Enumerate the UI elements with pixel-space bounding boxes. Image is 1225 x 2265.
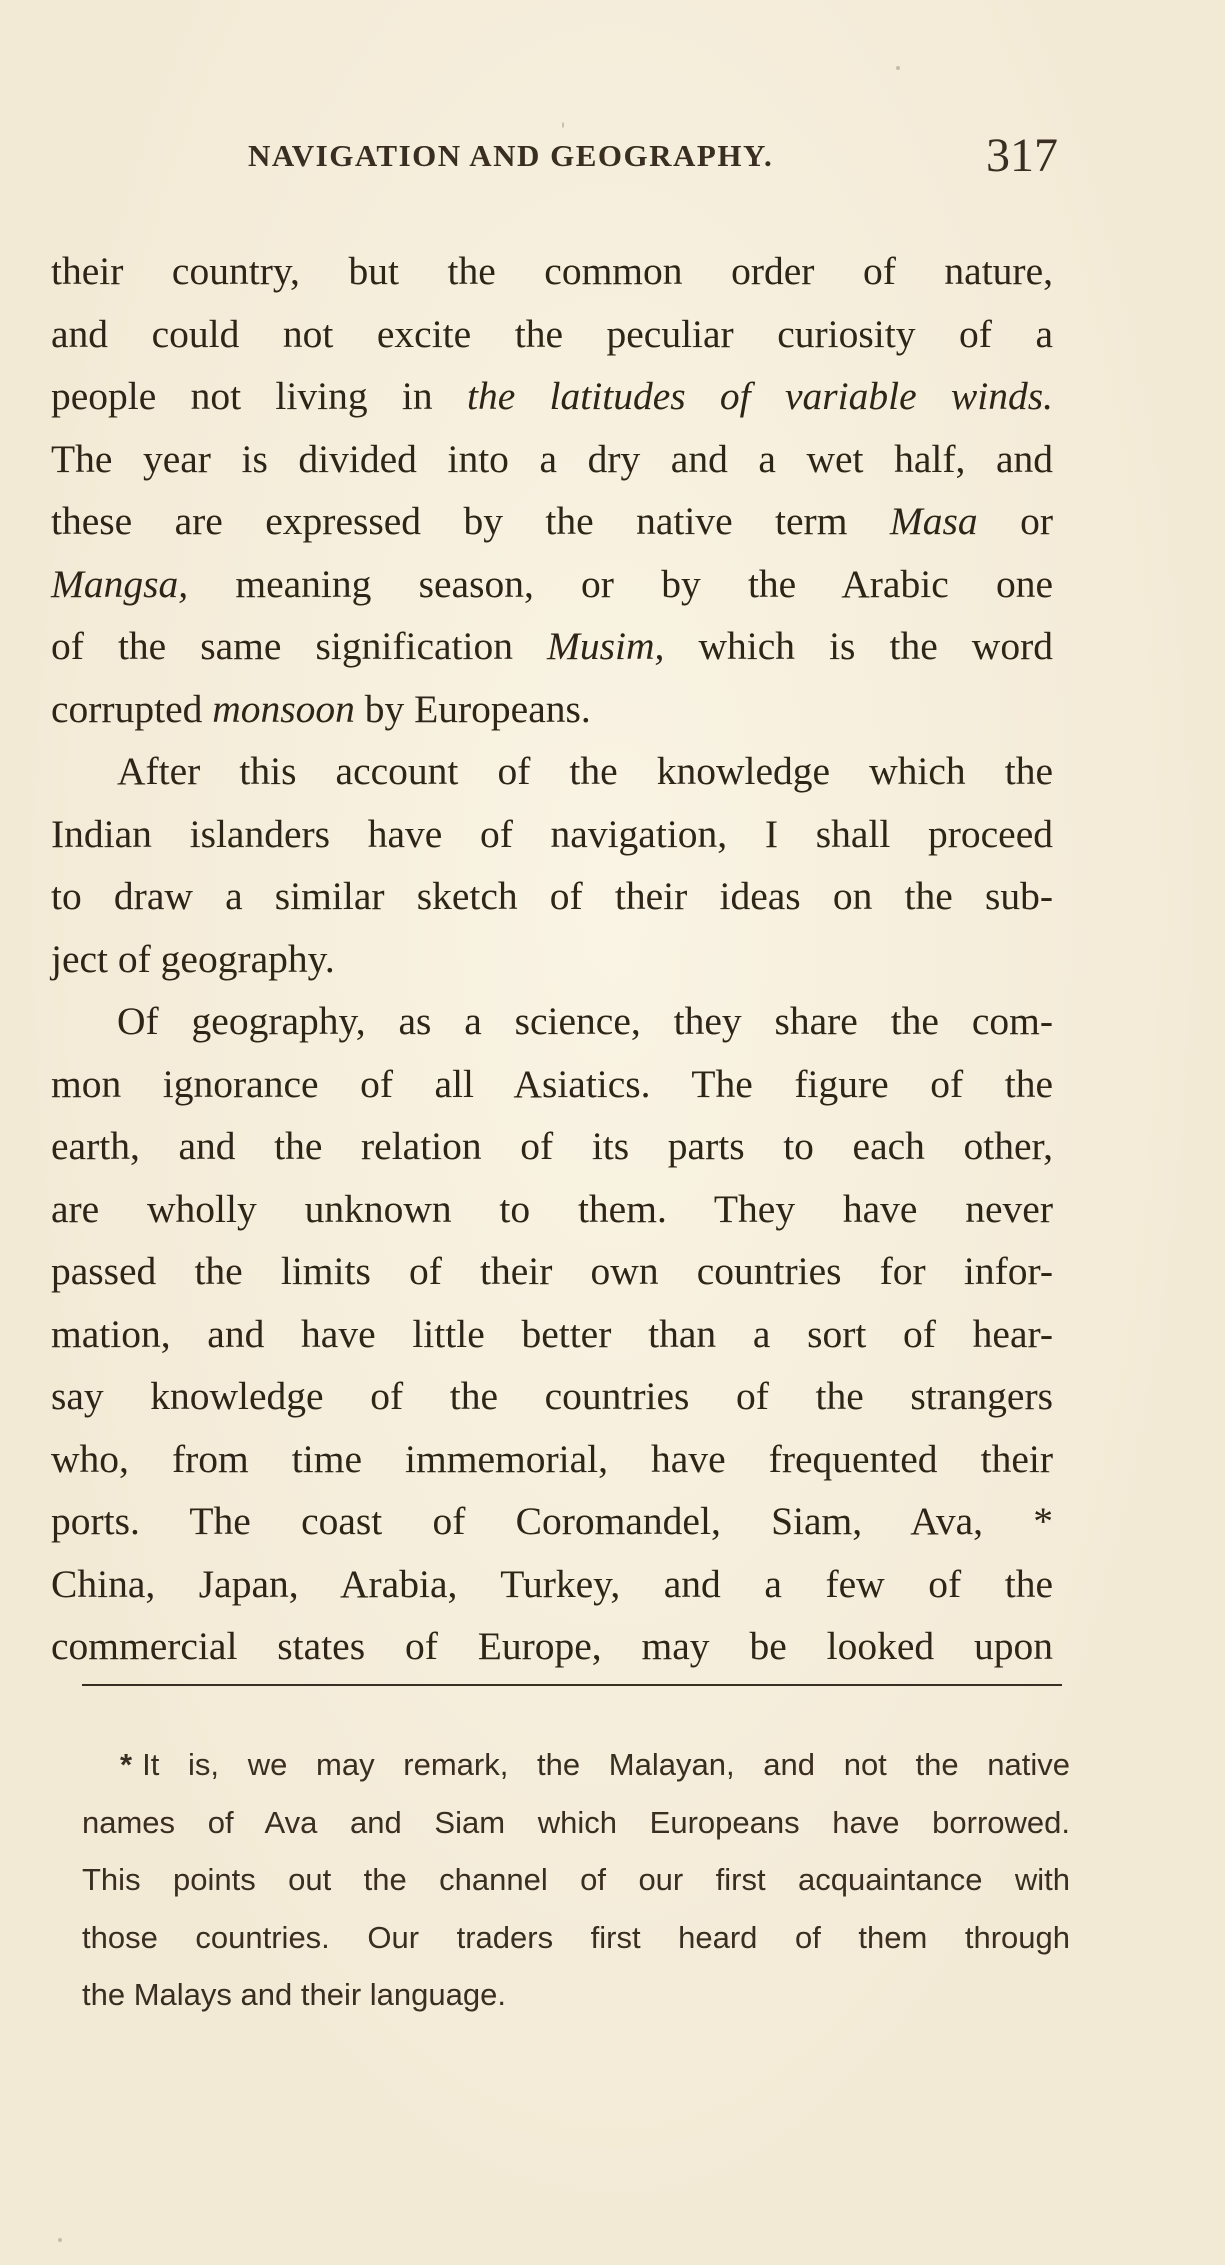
text-line: [51, 1490, 1053, 1553]
text-line: [51, 1240, 1053, 1303]
text-line: [51, 1053, 1053, 1116]
text-run: commercial states of Europe, may be looked upon: [51, 1624, 1053, 1668]
text-line: [51, 365, 1053, 428]
paper-speck: [58, 2238, 62, 2242]
text-line: [51, 1365, 1053, 1428]
text-line: [51, 928, 1053, 991]
text-run: Of geography, as a science, they share the com-: [117, 999, 1053, 1043]
footnote-marker: *: [120, 1747, 133, 1782]
text-line: [51, 990, 1053, 1053]
text-run: passed the limits of their own countries for infor-: [51, 1249, 1053, 1293]
running-head: NAVIGATION AND GEOGRAPHY.: [248, 138, 774, 173]
footnote-line: the Malays and their language.: [82, 1977, 506, 2012]
paper-speck: [562, 122, 564, 128]
footnote-rule: [82, 1684, 1062, 1686]
text-line: [51, 803, 1053, 866]
italic-text: Musim,: [547, 624, 665, 668]
text-line: [51, 490, 1053, 553]
italic-text: monsoon: [212, 686, 355, 731]
footnote-line: This points out the channel of our first acquaintance with: [82, 1862, 1070, 1897]
text-run: these are expressed by the native term: [51, 499, 890, 543]
text-run: of the same signification: [51, 624, 548, 668]
page-number: 317: [986, 129, 1058, 182]
text-run: say knowledge of the countries of the strangers: [51, 1374, 1053, 1418]
text-run: China, Japan, Arabia, Turkey, and a few of the: [51, 1561, 1053, 1606]
text-run: people not living in: [51, 374, 467, 418]
text-run: to draw a similar sketch of their ideas on the sub-: [51, 874, 1053, 918]
text-run: mation, and have little better than a sort of hear-: [51, 1311, 1053, 1356]
text-line: [51, 678, 1053, 741]
text-run: by Europeans.: [354, 686, 591, 731]
footnote: [82, 1736, 1070, 2024]
text-line: [51, 615, 1053, 678]
text-run: and could not excite the peculiar curiosity of a: [51, 311, 1053, 356]
text-run: ports. The coast of Coromandel, Siam, Ava, *: [51, 1499, 1053, 1543]
footnote-line: those countries. Our traders first heard of them through: [82, 1919, 1070, 1955]
text-run: meaning season, or by the Arabic one: [188, 561, 1053, 606]
text-line: [51, 240, 1053, 303]
text-run: Indian islanders have of navigation, I shall proceed: [51, 811, 1053, 856]
text-line: [51, 1553, 1053, 1616]
footnote-line: [82, 1736, 1070, 1794]
text-line: [51, 1303, 1053, 1366]
text-run: After this account of the knowledge which the: [117, 749, 1053, 793]
text-run: earth, and the relation of its parts to each other,: [51, 1124, 1053, 1168]
italic-text: the latitudes of variable winds.: [466, 374, 1053, 418]
text-run: or: [977, 499, 1054, 543]
italic-text: Mangsa,: [51, 561, 189, 606]
text-run: mon ignorance of all Asiatics. The figure of the: [51, 1061, 1053, 1106]
text-run: their country, but the common order of nature,: [51, 249, 1053, 293]
italic-text: Masa: [889, 499, 978, 543]
text-line: [51, 1615, 1053, 1678]
body-text: [51, 240, 1053, 1678]
footnote-line: names of Ava and Siam which Europeans have borrowed.: [82, 1804, 1070, 1840]
text-line: [51, 1178, 1053, 1241]
text-run: who, from time immemorial, have frequented their: [51, 1436, 1053, 1481]
footnote-text: It is, we may remark, the Malayan, and not the native: [142, 1747, 1070, 1782]
page-header: [236, 128, 1058, 192]
text-run: are wholly unknown to them. They have never: [51, 1186, 1053, 1231]
text-line: [51, 865, 1053, 928]
text-line: [51, 1428, 1053, 1491]
text-line: [51, 553, 1053, 616]
text-line: [51, 740, 1053, 803]
text-line: [51, 303, 1053, 366]
text-run: ject of geography.: [51, 936, 335, 981]
paper-speck: [896, 66, 900, 70]
text-run: corrupted: [51, 686, 213, 731]
text-line: [51, 1115, 1053, 1178]
text-line: [51, 428, 1053, 491]
text-run: which is the word: [664, 624, 1053, 668]
text-run: The year is divided into a dry and a wet half, and: [51, 436, 1053, 481]
